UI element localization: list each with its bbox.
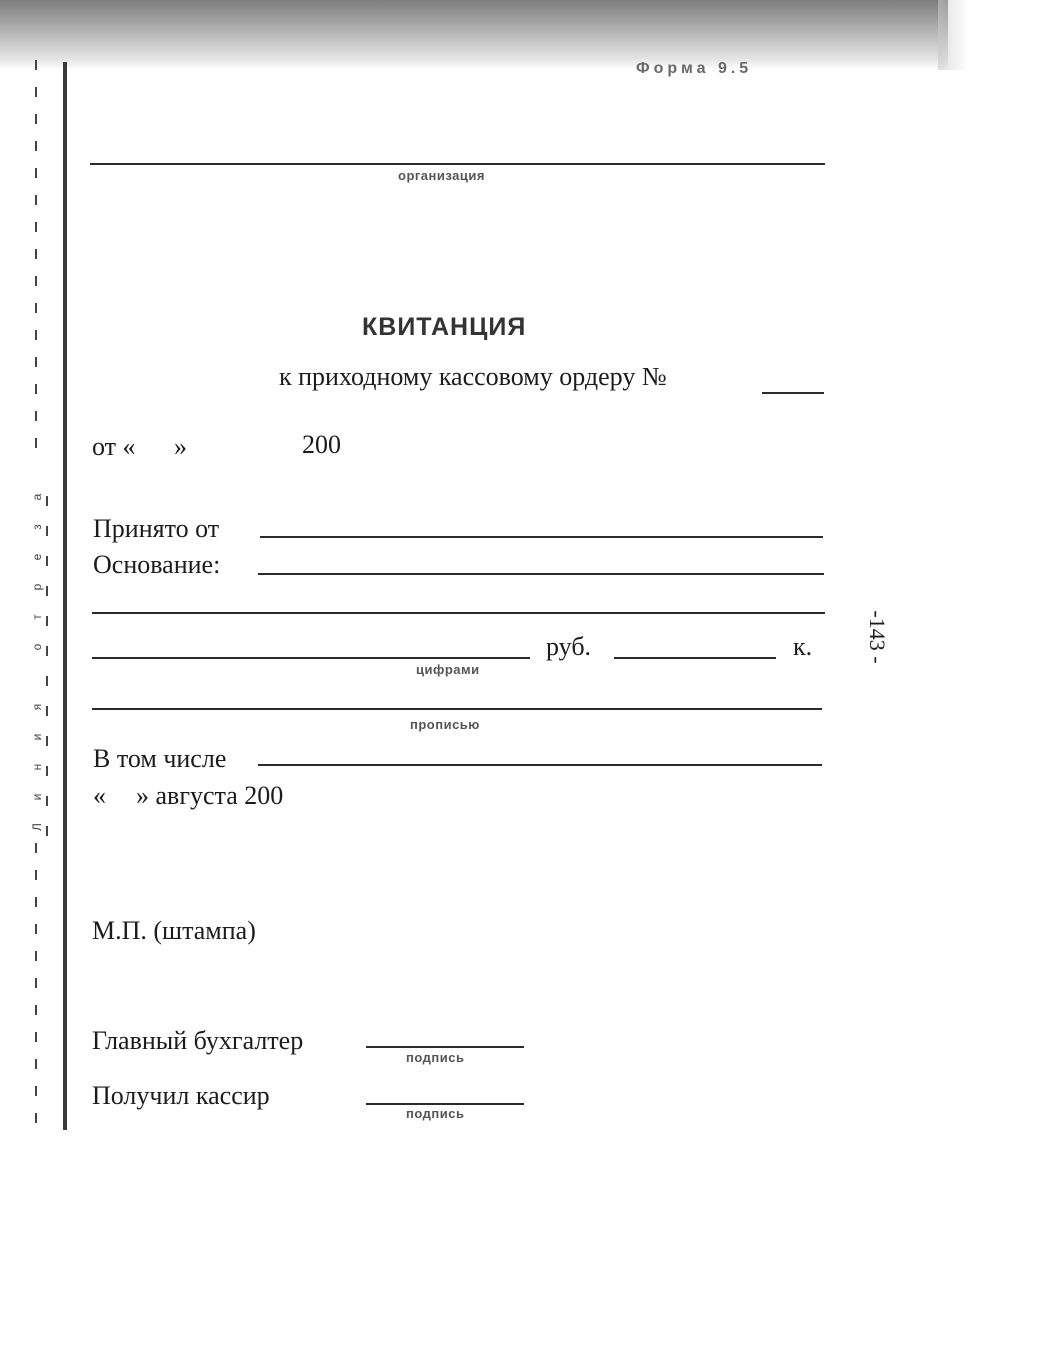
basis-label: Основание: bbox=[93, 550, 221, 579]
cut-line-dash bbox=[46, 796, 48, 806]
page-fold-shadow-edge bbox=[938, 0, 968, 70]
cut-line-dash bbox=[35, 60, 37, 70]
cut-line-dash bbox=[46, 706, 48, 716]
digits-caption: цифрами bbox=[416, 662, 480, 677]
amount-words-field[interactable] bbox=[92, 708, 822, 710]
receipt-title: КВИТАНЦИЯ bbox=[362, 313, 527, 341]
cut-line-dash bbox=[35, 195, 37, 205]
cut-line-letter: з bbox=[30, 524, 44, 530]
cashier-signature-field[interactable] bbox=[366, 1103, 524, 1105]
cut-line-dash bbox=[46, 646, 48, 656]
page-fold-shadow bbox=[0, 0, 948, 70]
cut-line-dash bbox=[35, 1086, 37, 1096]
cut-line-dash bbox=[35, 114, 37, 124]
margin-rule bbox=[63, 62, 67, 1130]
organization-caption: организация bbox=[398, 168, 485, 183]
august-date-open-quote: « bbox=[93, 781, 106, 810]
cut-line-dash bbox=[35, 87, 37, 97]
received-from-field[interactable] bbox=[260, 536, 823, 538]
cut-line-dash bbox=[46, 736, 48, 746]
order-number-field[interactable] bbox=[762, 392, 824, 394]
cut-line-dash bbox=[35, 438, 37, 448]
cut-line-dash bbox=[35, 168, 37, 178]
including-label: В том числе bbox=[93, 744, 227, 773]
words-caption: прописью bbox=[410, 717, 480, 732]
cut-line-dash bbox=[35, 141, 37, 151]
cut-line-dash bbox=[46, 526, 48, 536]
cut-line-dash bbox=[35, 924, 37, 934]
kop-label: к. bbox=[793, 632, 813, 661]
cut-line-letter: т bbox=[30, 614, 44, 620]
august-date-text: » августа 200 bbox=[136, 781, 284, 810]
cut-line-dash bbox=[46, 586, 48, 596]
cut-line-letter: я bbox=[30, 703, 44, 711]
cut-line-letter: н bbox=[30, 763, 44, 771]
cut-line-dash bbox=[35, 276, 37, 286]
cut-line-dash bbox=[35, 1113, 37, 1123]
cut-line-dash bbox=[35, 843, 37, 853]
cut-line-dash bbox=[35, 411, 37, 421]
chief-accountant-signature-field[interactable] bbox=[366, 1046, 524, 1048]
cut-line bbox=[30, 60, 44, 1140]
date-year: 200 bbox=[302, 430, 341, 459]
cut-line-dash bbox=[46, 496, 48, 506]
receipt-subtitle: к приходному кассовому ордеру № bbox=[279, 362, 667, 391]
cut-line-dash bbox=[35, 222, 37, 232]
cut-line-dash bbox=[35, 1059, 37, 1069]
cut-line-dash bbox=[35, 330, 37, 340]
cut-line-letter: р bbox=[30, 583, 44, 591]
cut-line-dash bbox=[46, 766, 48, 776]
cut-line-letter: а bbox=[30, 493, 44, 501]
cut-line-dash bbox=[46, 556, 48, 566]
cut-line-dash bbox=[46, 826, 48, 836]
cut-line-dash bbox=[46, 616, 48, 626]
received-from-label: Принято от bbox=[93, 514, 220, 543]
cut-line-letter: е bbox=[30, 553, 44, 561]
cut-line-letter: о bbox=[30, 643, 44, 651]
organization-line[interactable] bbox=[90, 163, 825, 165]
date-prefix: от « bbox=[92, 432, 136, 461]
page-number: -143 - bbox=[865, 610, 890, 664]
cut-line-dash bbox=[35, 303, 37, 313]
cashier-label: Получил кассир bbox=[92, 1081, 270, 1110]
chief-accountant-label: Главный бухгалтер bbox=[92, 1026, 304, 1055]
cut-line-dash bbox=[35, 897, 37, 907]
amount-digits-field[interactable] bbox=[92, 657, 530, 659]
cut-line-dash bbox=[35, 1005, 37, 1015]
basis-field[interactable] bbox=[258, 573, 824, 575]
cut-line-dash bbox=[35, 951, 37, 961]
including-field[interactable] bbox=[258, 764, 822, 766]
chief-accountant-signature-caption: подпись bbox=[406, 1050, 465, 1065]
cut-line-letter: и bbox=[30, 733, 44, 741]
rub-label: руб. bbox=[546, 632, 592, 661]
cut-line-dash bbox=[35, 978, 37, 988]
date-close-quote: » bbox=[174, 432, 187, 461]
cut-line-dash bbox=[35, 249, 37, 259]
cut-line-dash bbox=[35, 357, 37, 367]
cut-line-dash bbox=[35, 1032, 37, 1042]
stamp-label: М.П. (штампа) bbox=[92, 916, 256, 945]
cut-line-label bbox=[30, 460, 44, 840]
basis-field-continued[interactable] bbox=[92, 612, 825, 614]
cut-line-letter: и bbox=[30, 793, 44, 801]
kopeck-field[interactable] bbox=[614, 657, 776, 659]
cashier-signature-caption: подпись bbox=[406, 1106, 465, 1121]
form-number: Форма 9.5 bbox=[636, 60, 753, 77]
cut-line-dash bbox=[35, 870, 37, 880]
cut-line-dash bbox=[35, 384, 37, 394]
cut-line-dash bbox=[46, 676, 48, 686]
cut-line-letter: Л bbox=[30, 823, 44, 831]
